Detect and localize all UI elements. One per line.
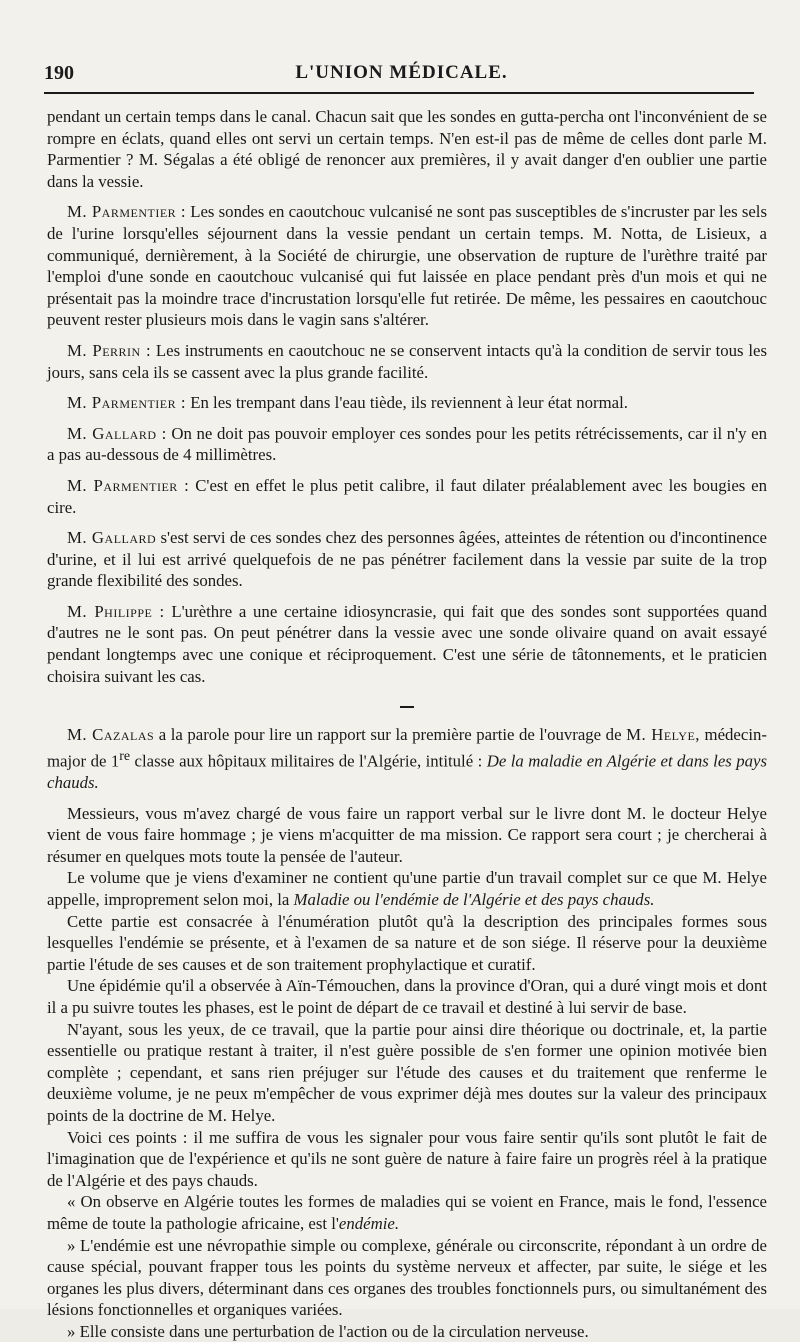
paragraph-text: Les instruments en caoutchouc ne se conservent intacts qu'à la condition de servir tous les jours, sans cela ils se cassent avec la plus grande facilité. — [47, 340, 767, 382]
author-name: M. Helye, — [626, 725, 700, 745]
paragraph-10 — [47, 803, 767, 868]
paragraph-text: En les trempant dans l'eau tiède, ils reviennent à leur état normal. — [186, 393, 628, 413]
paragraph-text: pendant un certain temps dans le canal. Chacun sait que les sondes en gutta-percha ont l'inconvénient de se rompre en éclats, quand elles ont servi un certain temps. N'en est-il pas de même de celles dont parle M. Parmentier ? M. Ségalas a été obligé de renoncer aux premières, il y avait danger d'en oublier une partie dans la vessie. — [47, 107, 767, 191]
paragraph-text: « On observe en Algérie toutes les formes de maladies qui se voient en France, mais le fond, l'essence même de toute la pathologie africaine, est l' — [47, 1192, 767, 1233]
paragraph-text: Messieurs, vous m'avez chargé de vous faire un rapport verbal sur le livre dont M. le docteur Helye vient de vous faire hommage ; je viens m'acquitter de ma mission. Ce rapport sera court ; je chercherai à résumer en quelques mots toute la pensée de l'auteur. — [47, 803, 767, 866]
paragraph-text: » L'endémie est une névropathie simple ou complexe, générale ou circonscrite, répondant à un ordre de cause spécial, pouvant frapper tous les points du système nerveux et affecter, par suite, le siége et les organes les plus divers, déterminant dans ces organes des troubles fonctionnels purs, ou simultanément des lésions fonctionnelles et organiques variées. — [47, 1235, 767, 1320]
speaker-name: M. Perrin : — [67, 340, 152, 360]
speaker-name: M. Philippe : — [67, 601, 165, 621]
paragraph-16 — [47, 1191, 767, 1234]
speaker-name: M. Gallard : — [67, 423, 167, 443]
article-body — [47, 106, 767, 1342]
paragraph-6 — [47, 475, 767, 518]
paragraph-15 — [47, 1127, 767, 1192]
paragraph-text: Le volume que je viens d'examiner ne contient qu'une partie d'un travail complet sur ce que M. Helye appelle, improprement selon moi, la — [47, 868, 767, 909]
paragraph-text: classe aux hôpitaux militaires de l'Algérie, intitulé : — [130, 751, 487, 771]
paragraph-1 — [47, 106, 767, 192]
superscript: re — [119, 748, 131, 764]
speaker-name: M. Parmentier : — [67, 202, 187, 222]
header-rule — [44, 92, 754, 94]
speaker-name: M. Gallard — [67, 528, 157, 548]
paragraph-5 — [47, 423, 767, 466]
page-header — [44, 58, 759, 88]
italic-phrase: Maladie ou l'endémie de l'Algérie et des pays chauds. — [293, 890, 655, 909]
paragraph-3 — [47, 340, 767, 383]
paragraph-11 — [47, 867, 767, 910]
paragraph-13 — [47, 975, 767, 1018]
paragraph-text: On ne doit pas pouvoir employer ces sondes pour les petits rétrécissements, car il n'y en a pas au-dessous de 4 millimètres. — [47, 423, 768, 465]
paragraph-12 — [47, 911, 767, 976]
paragraph-text: Voici ces points : il me suffira de vous les signaler pour vous faire sentir qu'ils sont plutôt le fait de l'imagination que de l'expérience et qu'ils ne sont guère de nature à faire faire un progrès réel à la pratique de l'Algérie et des pays chauds. — [47, 1127, 767, 1190]
paragraph-text: L'urèthre a une certaine idiosyncrasie, qui fait que des sondes sont supportées quand d'autres ne le sont pas. On peut pénétrer dans la vessie avec une sonde olivaire quand on avait essayé pendant longtemps avec une conique et réciproquement. C'est une série de tâtonnements, et le praticien choisira suivant les cas. — [47, 601, 767, 686]
speaker-name: M. Parmentier : — [67, 393, 186, 413]
paragraph-18 — [47, 1321, 767, 1342]
paragraph-14 — [47, 1019, 767, 1127]
paragraph-7 — [47, 527, 767, 592]
speaker-name: M. Parmentier : — [67, 475, 190, 495]
speaker-name: M. Cazalas — [67, 725, 155, 745]
paragraph-8 — [47, 601, 767, 687]
paragraph-text: médecin-major de 1 — [47, 725, 767, 771]
page-number: 190 — [44, 62, 74, 84]
paragraph-4 — [47, 392, 767, 414]
paragraph-text: C'est en effet le plus petit calibre, il faut dilater préalablement avec les bougies en cire. — [47, 475, 768, 517]
paragraph-text: N'ayant, sous les yeux, de ce travail, que la partie pour ainsi dire théorique ou doctrinale, et, la partie essentielle ou pratique restant à traiter, il n'est guère possible de s'en former une opinion motivée bien complète ; cependant, et sans rien préjuger sur l'étude des causes et du traitement que renferme le deuxième volume, je ne peux m'empêcher de vous exprimer déjà mes doutes sur la valeur des principaux points de la doctrine de M. Helye. — [47, 1019, 767, 1125]
section-separator — [47, 695, 767, 715]
paragraph-17 — [47, 1235, 767, 1321]
paragraph-9 — [47, 724, 767, 793]
paragraph-text: Une épidémie qu'il a observée à Aïn-Témouchen, dans la province d'Oran, qui a duré vingt mois et dont il a pu suivre toutes les phases, est le point de départ de ce travail et destiné à lui servir de base. — [47, 976, 767, 1017]
running-title: L'UNION MÉDICALE. — [295, 62, 508, 83]
paragraph-text: Cette partie est consacrée à l'énumération plutôt qu'à la description des principales formes sous lesquelles l'endémie se présente, et à l'examen de sa nature et de son siége. Il réserve pour la deuxième partie l'étude de ses causes et de son traitement prophylactique et curatif. — [47, 911, 767, 974]
paragraph-text: s'est servi de ces sondes chez des personnes âgées, atteintes de rétention ou d'incontinence d'urine, et il lui est arrivé quelquefois de ne pas pénétrer facilement dans la vessie par suite de la trop grande flexibilité des sondes. — [47, 528, 767, 591]
book-title: De la maladie en Algérie et dans les pays chauds. — [47, 751, 768, 793]
paragraph-text: Les sondes en caoutchouc vulcanisé ne sont pas susceptibles de s'incruster par les sels de l'urine lorsqu'elles séjournent dans la vessie pendant un certain temps. M. Notta, de Lisieux, a communiqué, dernièrement, à la Société de chirurgie, une observation de rupture de l'urèthre traité par l'emploi d'une sonde en caoutchouc vulcanisé qui fut laissée en place pendant près d'un mois et qui ne présentait pas la moindre trace d'incrustation lorsqu'elle fut retirée. De même, les pessaires en caoutchouc peuvent rester plusieurs mois dans le vagin sans s'altérer. — [47, 202, 767, 330]
paragraph-2 — [47, 201, 767, 331]
italic-word: endémie. — [338, 1213, 400, 1233]
paragraph-text: » Elle consiste dans une perturbation de l'action ou de la circulation nerveuse. — [67, 1321, 589, 1341]
paragraph-text: a la parole pour lire un rapport sur la première partie de l'ouvrage de — [154, 725, 627, 745]
